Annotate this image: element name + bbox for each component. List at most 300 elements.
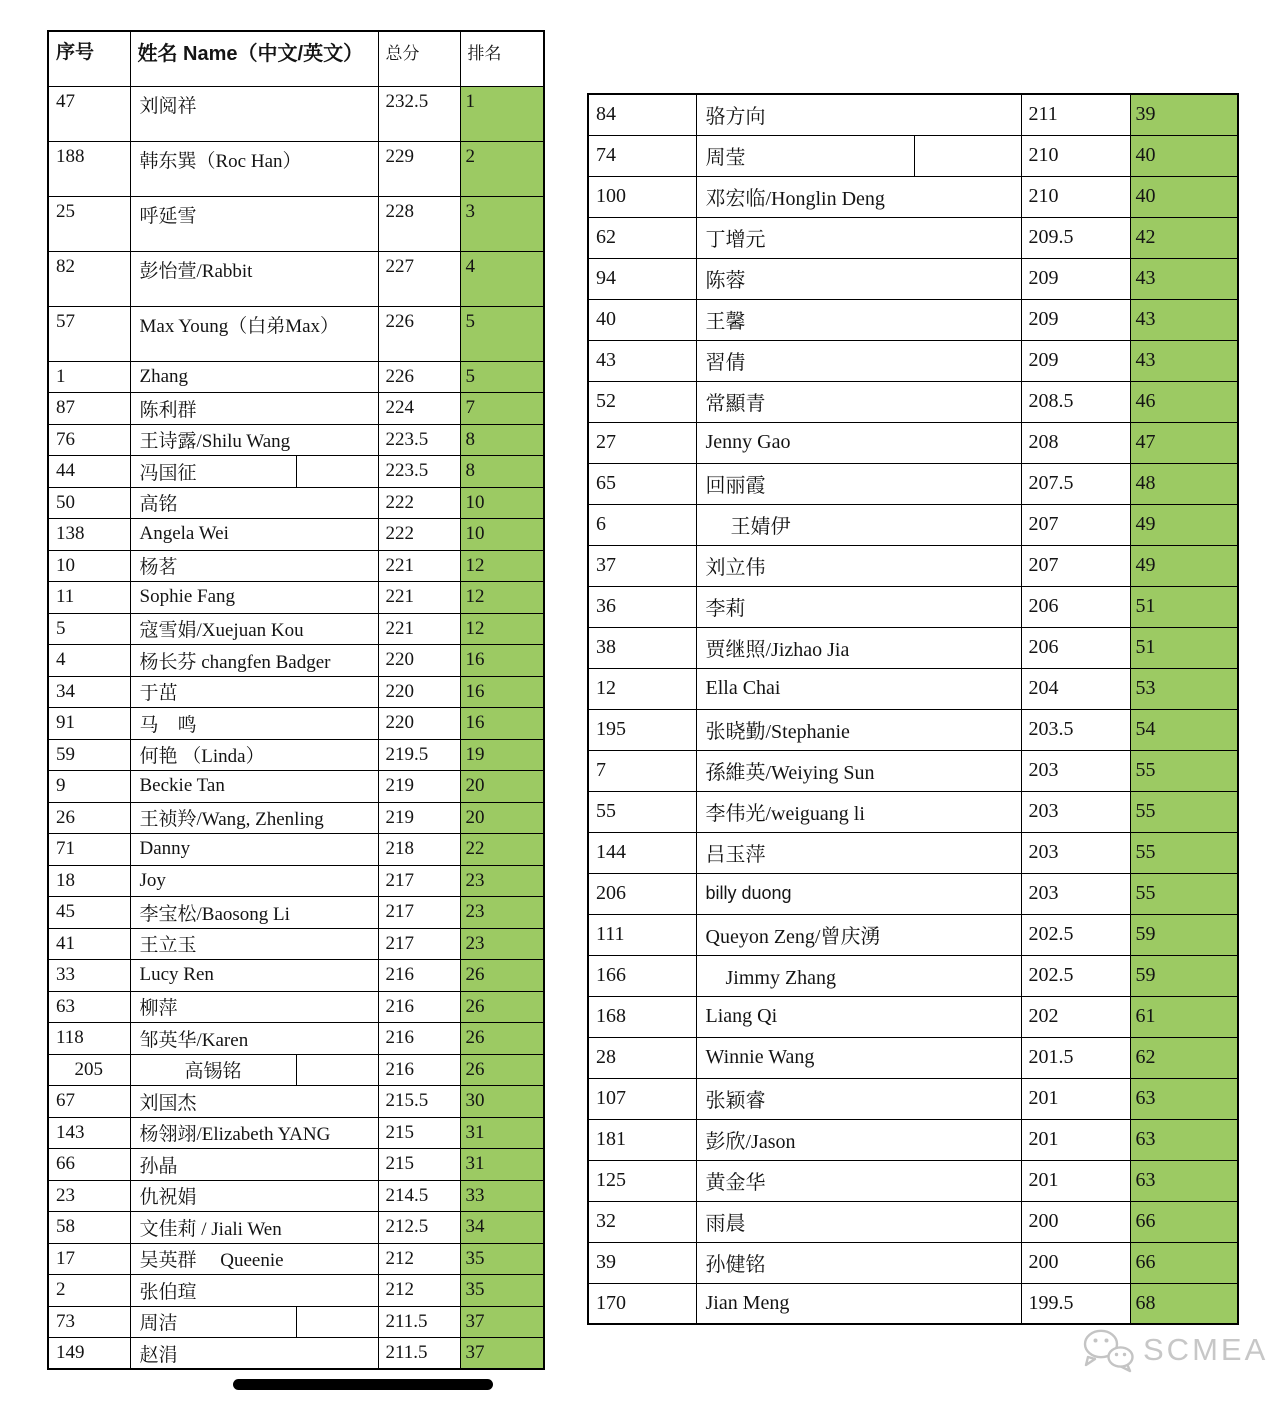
participant-name: 骆方向 bbox=[705, 106, 766, 129]
table-row bbox=[588, 94, 1238, 135]
name-cell bbox=[696, 258, 1021, 299]
score-cell: 223.5 bbox=[378, 424, 460, 456]
table-row bbox=[588, 176, 1238, 217]
participant-name: 吴英群 Queenie bbox=[139, 1250, 284, 1272]
rank-cell: 55 bbox=[1130, 750, 1238, 791]
participant-name: Liang Qi bbox=[705, 1005, 778, 1027]
table-row bbox=[588, 1160, 1238, 1201]
right-table-body bbox=[588, 94, 1238, 1324]
participant-name: 刘阅祥 bbox=[139, 95, 197, 117]
participant-name: 陈蓉 bbox=[705, 270, 746, 292]
name-cell bbox=[130, 708, 378, 740]
score-cell: 208.5 bbox=[1021, 381, 1130, 422]
participant-name: 黄金华 bbox=[705, 1172, 766, 1194]
table-row bbox=[588, 1283, 1238, 1324]
score-cell: 216 bbox=[378, 991, 460, 1023]
serial-number-cell: 63 bbox=[48, 991, 130, 1023]
header-name: 姓名 Name（中文/英文） bbox=[130, 31, 378, 86]
score-cell: 203 bbox=[1021, 832, 1130, 873]
participant-name: 何艳 （Linda） bbox=[139, 746, 265, 768]
rank-cell: 1 bbox=[460, 86, 544, 141]
name-cell bbox=[130, 251, 378, 306]
score-cell: 211 bbox=[1021, 94, 1130, 135]
score-cell: 203.5 bbox=[1021, 709, 1130, 750]
name-cell bbox=[696, 135, 1021, 176]
name-cell bbox=[130, 141, 378, 196]
table-row bbox=[48, 550, 544, 582]
name-cell bbox=[130, 86, 378, 141]
score-cell: 216 bbox=[378, 960, 460, 992]
score-cell: 219.5 bbox=[378, 739, 460, 771]
rank-cell: 43 bbox=[1130, 340, 1238, 381]
rank-cell: 54 bbox=[1130, 709, 1238, 750]
serial-number-cell: 71 bbox=[48, 834, 130, 866]
table-row bbox=[48, 86, 544, 141]
name-cell bbox=[696, 94, 1021, 135]
name-cell bbox=[130, 487, 378, 519]
participant-name: 習倩 bbox=[705, 352, 746, 374]
serial-number-cell: 66 bbox=[48, 1149, 130, 1181]
serial-number-cell: 168 bbox=[588, 996, 696, 1037]
serial-number-cell: 84 bbox=[588, 94, 696, 135]
name-cell bbox=[130, 676, 378, 708]
serial-number-cell: 138 bbox=[48, 519, 130, 551]
serial-number-cell: 27 bbox=[588, 422, 696, 463]
serial-number-cell: 50 bbox=[48, 487, 130, 519]
name-cell bbox=[696, 1201, 1021, 1242]
participant-name: Jian Meng bbox=[705, 1291, 790, 1314]
score-cell: 207 bbox=[1021, 545, 1130, 586]
header-serial-number: 序号 bbox=[48, 31, 130, 86]
table-row bbox=[588, 914, 1238, 955]
name-cell bbox=[130, 739, 378, 771]
name-cell bbox=[696, 627, 1021, 668]
serial-number-cell: 5 bbox=[48, 613, 130, 645]
score-cell: 227 bbox=[378, 251, 460, 306]
rank-cell: 51 bbox=[1130, 627, 1238, 668]
participant-name: 回丽霞 bbox=[705, 475, 766, 497]
table-row bbox=[588, 668, 1238, 709]
name-cell bbox=[696, 1283, 1021, 1324]
rank-cell: 23 bbox=[460, 897, 544, 929]
table-row bbox=[588, 873, 1238, 914]
table-row bbox=[48, 1338, 544, 1370]
name-cell bbox=[696, 422, 1021, 463]
table-row bbox=[48, 676, 544, 708]
name-cell bbox=[696, 586, 1021, 627]
rank-cell: 33 bbox=[460, 1180, 544, 1212]
header-total-score: 总分 bbox=[378, 31, 460, 86]
table-row bbox=[588, 545, 1238, 586]
rank-cell: 62 bbox=[1130, 1037, 1238, 1078]
name-cell bbox=[130, 1149, 378, 1181]
serial-number-cell: 25 bbox=[48, 196, 130, 251]
score-cell: 216 bbox=[378, 1054, 460, 1086]
score-cell: 211.5 bbox=[378, 1306, 460, 1338]
participant-name: 于茁 bbox=[139, 683, 178, 705]
serial-number-cell: 33 bbox=[48, 960, 130, 992]
rank-cell: 37 bbox=[460, 1306, 544, 1338]
participant-name: 杨茗 bbox=[139, 557, 178, 579]
serial-number-cell: 9 bbox=[48, 771, 130, 803]
score-cell: 215 bbox=[378, 1149, 460, 1181]
rank-cell: 34 bbox=[460, 1212, 544, 1244]
name-cell bbox=[696, 1037, 1021, 1078]
name-cell bbox=[130, 1212, 378, 1244]
serial-number-cell: 125 bbox=[588, 1160, 696, 1201]
participant-name: 寇雪娟/Xuejuan Kou bbox=[139, 620, 304, 642]
participant-name: 文佳莉 / Jiali Wen bbox=[139, 1218, 282, 1240]
name-cell bbox=[696, 914, 1021, 955]
rank-cell: 53 bbox=[1130, 668, 1238, 709]
rank-cell: 63 bbox=[1130, 1119, 1238, 1160]
participant-name: 张晓勤/Stephanie bbox=[705, 721, 850, 743]
table-row bbox=[48, 739, 544, 771]
rank-cell: 48 bbox=[1130, 463, 1238, 504]
score-cell: 217 bbox=[378, 865, 460, 897]
score-cell: 212 bbox=[378, 1275, 460, 1307]
serial-number-cell: 17 bbox=[48, 1243, 130, 1275]
name-cell bbox=[130, 196, 378, 251]
serial-number-cell: 166 bbox=[588, 955, 696, 996]
participant-name: 王诗露/Shilu Wang bbox=[139, 431, 291, 453]
participant-name: 张颖睿 bbox=[705, 1090, 766, 1112]
serial-number-cell: 28 bbox=[588, 1037, 696, 1078]
rank-cell: 26 bbox=[460, 991, 544, 1023]
serial-number-cell: 39 bbox=[588, 1242, 696, 1283]
score-cell: 222 bbox=[378, 519, 460, 551]
table-row bbox=[48, 361, 544, 393]
score-cell: 200 bbox=[1021, 1242, 1130, 1283]
table-row bbox=[588, 463, 1238, 504]
table-row bbox=[48, 251, 544, 306]
participant-name: 雨晨 bbox=[705, 1213, 746, 1235]
score-cell: 223.5 bbox=[378, 456, 460, 488]
rank-cell: 10 bbox=[460, 519, 544, 551]
score-cell: 200 bbox=[1021, 1201, 1130, 1242]
name-cell bbox=[130, 1275, 378, 1307]
serial-number-cell: 87 bbox=[48, 393, 130, 425]
cell-divider-line bbox=[296, 1307, 298, 1338]
name-cell bbox=[130, 1054, 378, 1086]
score-cell: 220 bbox=[378, 708, 460, 740]
serial-number-cell: 40 bbox=[588, 299, 696, 340]
participant-name: 丁增元 bbox=[705, 229, 766, 251]
table-row bbox=[48, 582, 544, 614]
table-row bbox=[48, 1180, 544, 1212]
name-cell bbox=[130, 834, 378, 866]
participant-name: Winnie Wang bbox=[705, 1046, 815, 1068]
rank-cell: 10 bbox=[460, 487, 544, 519]
left-ranking-table bbox=[47, 30, 545, 1370]
table-row bbox=[588, 1119, 1238, 1160]
serial-number-cell: 91 bbox=[48, 708, 130, 740]
name-cell bbox=[696, 1160, 1021, 1201]
serial-number-cell: 73 bbox=[48, 1306, 130, 1338]
cell-divider-line bbox=[914, 136, 916, 176]
serial-number-cell: 118 bbox=[48, 1023, 130, 1055]
participant-name: 李宝松/Baosong Li bbox=[139, 903, 290, 925]
name-cell bbox=[130, 1117, 378, 1149]
table-row bbox=[48, 1086, 544, 1118]
score-cell: 226 bbox=[378, 361, 460, 393]
serial-number-cell: 34 bbox=[48, 676, 130, 708]
name-cell bbox=[130, 897, 378, 929]
score-cell: 229 bbox=[378, 141, 460, 196]
score-cell: 206 bbox=[1021, 627, 1130, 668]
score-cell: 208 bbox=[1021, 422, 1130, 463]
table-row bbox=[588, 299, 1238, 340]
serial-number-cell: 62 bbox=[588, 217, 696, 258]
serial-number-cell: 57 bbox=[48, 306, 130, 361]
rank-cell: 20 bbox=[460, 771, 544, 803]
name-cell bbox=[130, 306, 378, 361]
table-row bbox=[588, 258, 1238, 299]
score-cell: 228 bbox=[378, 196, 460, 251]
participant-name: 周洁 bbox=[139, 1313, 178, 1335]
score-cell: 201 bbox=[1021, 1160, 1130, 1201]
name-cell bbox=[696, 299, 1021, 340]
participant-name: 韩东巽（Roc Han） bbox=[139, 150, 302, 172]
participant-name: 李莉 bbox=[705, 598, 746, 620]
serial-number-cell: 205 bbox=[48, 1054, 130, 1086]
wechat-icon bbox=[1082, 1326, 1136, 1374]
score-cell: 224 bbox=[378, 393, 460, 425]
score-cell: 209 bbox=[1021, 340, 1130, 381]
serial-number-cell: 195 bbox=[588, 709, 696, 750]
name-cell bbox=[696, 545, 1021, 586]
name-cell bbox=[696, 217, 1021, 258]
name-cell bbox=[696, 340, 1021, 381]
rank-cell: 12 bbox=[460, 550, 544, 582]
serial-number-cell: 100 bbox=[588, 176, 696, 217]
serial-number-cell: 107 bbox=[588, 1078, 696, 1119]
rank-cell: 16 bbox=[460, 676, 544, 708]
name-cell bbox=[130, 582, 378, 614]
table-row bbox=[48, 393, 544, 425]
serial-number-cell: 59 bbox=[48, 739, 130, 771]
serial-number-cell: 82 bbox=[48, 251, 130, 306]
table-row bbox=[588, 1242, 1238, 1283]
rank-cell: 66 bbox=[1130, 1201, 1238, 1242]
rank-cell: 55 bbox=[1130, 791, 1238, 832]
rank-cell: 3 bbox=[460, 196, 544, 251]
score-cell: 207 bbox=[1021, 504, 1130, 545]
table-row bbox=[48, 1275, 544, 1307]
table-row bbox=[48, 196, 544, 251]
table-row bbox=[48, 991, 544, 1023]
name-cell bbox=[696, 996, 1021, 1037]
participant-name: 彭欣/Jason bbox=[705, 1131, 796, 1153]
participant-name: 邓宏临/Honglin Deng bbox=[705, 188, 885, 210]
rank-cell: 12 bbox=[460, 582, 544, 614]
serial-number-cell: 43 bbox=[588, 340, 696, 381]
table-row bbox=[48, 645, 544, 677]
rank-cell: 22 bbox=[460, 834, 544, 866]
rank-cell: 35 bbox=[460, 1275, 544, 1307]
score-cell: 209.5 bbox=[1021, 217, 1130, 258]
table-row bbox=[588, 627, 1238, 668]
rank-cell: 5 bbox=[460, 361, 544, 393]
score-cell: 215.5 bbox=[378, 1086, 460, 1118]
rank-cell: 12 bbox=[460, 613, 544, 645]
name-cell bbox=[696, 381, 1021, 422]
rank-cell: 40 bbox=[1130, 135, 1238, 176]
table-row bbox=[588, 1201, 1238, 1242]
serial-number-cell: 12 bbox=[588, 668, 696, 709]
rank-cell: 5 bbox=[460, 306, 544, 361]
name-cell bbox=[696, 1242, 1021, 1283]
name-cell bbox=[696, 1119, 1021, 1160]
rank-cell: 63 bbox=[1130, 1078, 1238, 1119]
name-cell bbox=[130, 991, 378, 1023]
participant-name: Danny bbox=[139, 838, 191, 860]
participant-name: 高铭 bbox=[139, 494, 178, 516]
name-cell bbox=[130, 802, 378, 834]
name-cell bbox=[696, 832, 1021, 873]
name-cell bbox=[696, 955, 1021, 996]
rank-cell: 59 bbox=[1130, 914, 1238, 955]
participant-name: Queyon Zeng/曾庆湧 bbox=[705, 926, 881, 948]
name-cell bbox=[130, 361, 378, 393]
score-cell: 216 bbox=[378, 1023, 460, 1055]
name-cell bbox=[696, 750, 1021, 791]
score-cell: 206 bbox=[1021, 586, 1130, 627]
table-row bbox=[48, 487, 544, 519]
score-cell: 217 bbox=[378, 897, 460, 929]
serial-number-cell: 76 bbox=[48, 424, 130, 456]
rank-cell: 31 bbox=[460, 1117, 544, 1149]
serial-number-cell: 170 bbox=[588, 1283, 696, 1324]
serial-number-cell: 6 bbox=[588, 504, 696, 545]
participant-name: 杨翎翊/Elizabeth YANG bbox=[139, 1124, 331, 1146]
participant-name: Beckie Tan bbox=[139, 775, 225, 797]
table-row bbox=[588, 955, 1238, 996]
serial-number-cell: 4 bbox=[48, 645, 130, 677]
table-row bbox=[48, 1149, 544, 1181]
table-row bbox=[48, 306, 544, 361]
score-cell: 217 bbox=[378, 928, 460, 960]
name-cell bbox=[130, 928, 378, 960]
participant-name: Joy bbox=[139, 869, 166, 891]
rank-cell: 7 bbox=[460, 393, 544, 425]
name-cell bbox=[696, 504, 1021, 545]
table-row bbox=[588, 381, 1238, 422]
rank-cell: 61 bbox=[1130, 996, 1238, 1037]
participant-name: 孫維英/Weiying Sun bbox=[705, 762, 875, 784]
name-cell bbox=[130, 424, 378, 456]
serial-number-cell: 38 bbox=[588, 627, 696, 668]
table-row bbox=[588, 791, 1238, 832]
participant-name: 李伟光/weiguang li bbox=[705, 803, 865, 825]
table-row bbox=[48, 865, 544, 897]
rank-cell: 37 bbox=[460, 1338, 544, 1370]
score-cell: 202.5 bbox=[1021, 955, 1130, 996]
score-cell: 211.5 bbox=[378, 1338, 460, 1370]
table-row bbox=[48, 1054, 544, 1086]
table-row bbox=[48, 424, 544, 456]
table-row bbox=[588, 340, 1238, 381]
name-cell bbox=[696, 709, 1021, 750]
table-row bbox=[48, 897, 544, 929]
table-row bbox=[588, 217, 1238, 258]
rank-cell: 8 bbox=[460, 424, 544, 456]
serial-number-cell: 2 bbox=[48, 1275, 130, 1307]
serial-number-cell: 41 bbox=[48, 928, 130, 960]
serial-number-cell: 11 bbox=[48, 582, 130, 614]
rank-cell: 16 bbox=[460, 645, 544, 677]
header-rank: 排名 bbox=[460, 31, 544, 86]
rank-cell: 66 bbox=[1130, 1242, 1238, 1283]
table-row bbox=[48, 708, 544, 740]
name-cell bbox=[130, 393, 378, 425]
participant-name: Lucy Ren bbox=[139, 964, 214, 986]
cell-divider-line bbox=[296, 456, 298, 487]
score-cell: 201.5 bbox=[1021, 1037, 1130, 1078]
rank-cell: 49 bbox=[1130, 504, 1238, 545]
serial-number-cell: 1 bbox=[48, 361, 130, 393]
rank-cell: 40 bbox=[1130, 176, 1238, 217]
rank-cell: 26 bbox=[460, 1054, 544, 1086]
name-cell bbox=[130, 771, 378, 803]
table-row bbox=[588, 504, 1238, 545]
participant-name: 王祯羚/Wang, Zhenling bbox=[139, 809, 324, 831]
rank-cell: 51 bbox=[1130, 586, 1238, 627]
serial-number-cell: 74 bbox=[588, 135, 696, 176]
rank-cell: 23 bbox=[460, 865, 544, 897]
name-cell bbox=[130, 456, 378, 488]
table-row bbox=[48, 834, 544, 866]
score-cell: 214.5 bbox=[378, 1180, 460, 1212]
participant-name: 邹英华/Karen bbox=[139, 1029, 249, 1051]
table-row bbox=[48, 1243, 544, 1275]
name-cell bbox=[696, 176, 1021, 217]
table-row bbox=[588, 1078, 1238, 1119]
participant-name: Jimmy Zhang bbox=[705, 967, 837, 989]
name-cell bbox=[696, 791, 1021, 832]
participant-name: 马 鸣 bbox=[139, 714, 197, 736]
score-cell: 201 bbox=[1021, 1119, 1130, 1160]
participant-name: 孙晶 bbox=[139, 1155, 178, 1177]
participant-name: billy duong bbox=[705, 883, 792, 903]
score-cell: 212.5 bbox=[378, 1212, 460, 1244]
score-cell: 219 bbox=[378, 771, 460, 803]
table-row bbox=[48, 771, 544, 803]
table-row bbox=[48, 960, 544, 992]
participant-name: Zhang bbox=[139, 365, 189, 387]
table-row bbox=[48, 456, 544, 488]
serial-number-cell: 67 bbox=[48, 1086, 130, 1118]
serial-number-cell: 45 bbox=[48, 897, 130, 929]
participant-name: 赵涓 bbox=[139, 1344, 178, 1366]
participant-name: 彭怡萱/Rabbit bbox=[139, 260, 253, 282]
rank-cell: 42 bbox=[1130, 217, 1238, 258]
rank-cell: 46 bbox=[1130, 381, 1238, 422]
serial-number-cell: 36 bbox=[588, 586, 696, 627]
participant-name: 冯国征 bbox=[139, 462, 197, 484]
participant-name: Max Young（白弟Max） bbox=[139, 315, 340, 337]
right-ranking-table bbox=[587, 93, 1239, 1325]
score-cell: 219 bbox=[378, 802, 460, 834]
participant-name: Angela Wei bbox=[139, 523, 229, 545]
rank-cell: 26 bbox=[460, 1023, 544, 1055]
serial-number-cell: 55 bbox=[588, 791, 696, 832]
table-row bbox=[588, 832, 1238, 873]
name-cell bbox=[130, 613, 378, 645]
score-cell: 202 bbox=[1021, 996, 1130, 1037]
rank-cell: 55 bbox=[1130, 873, 1238, 914]
score-cell: 221 bbox=[378, 613, 460, 645]
